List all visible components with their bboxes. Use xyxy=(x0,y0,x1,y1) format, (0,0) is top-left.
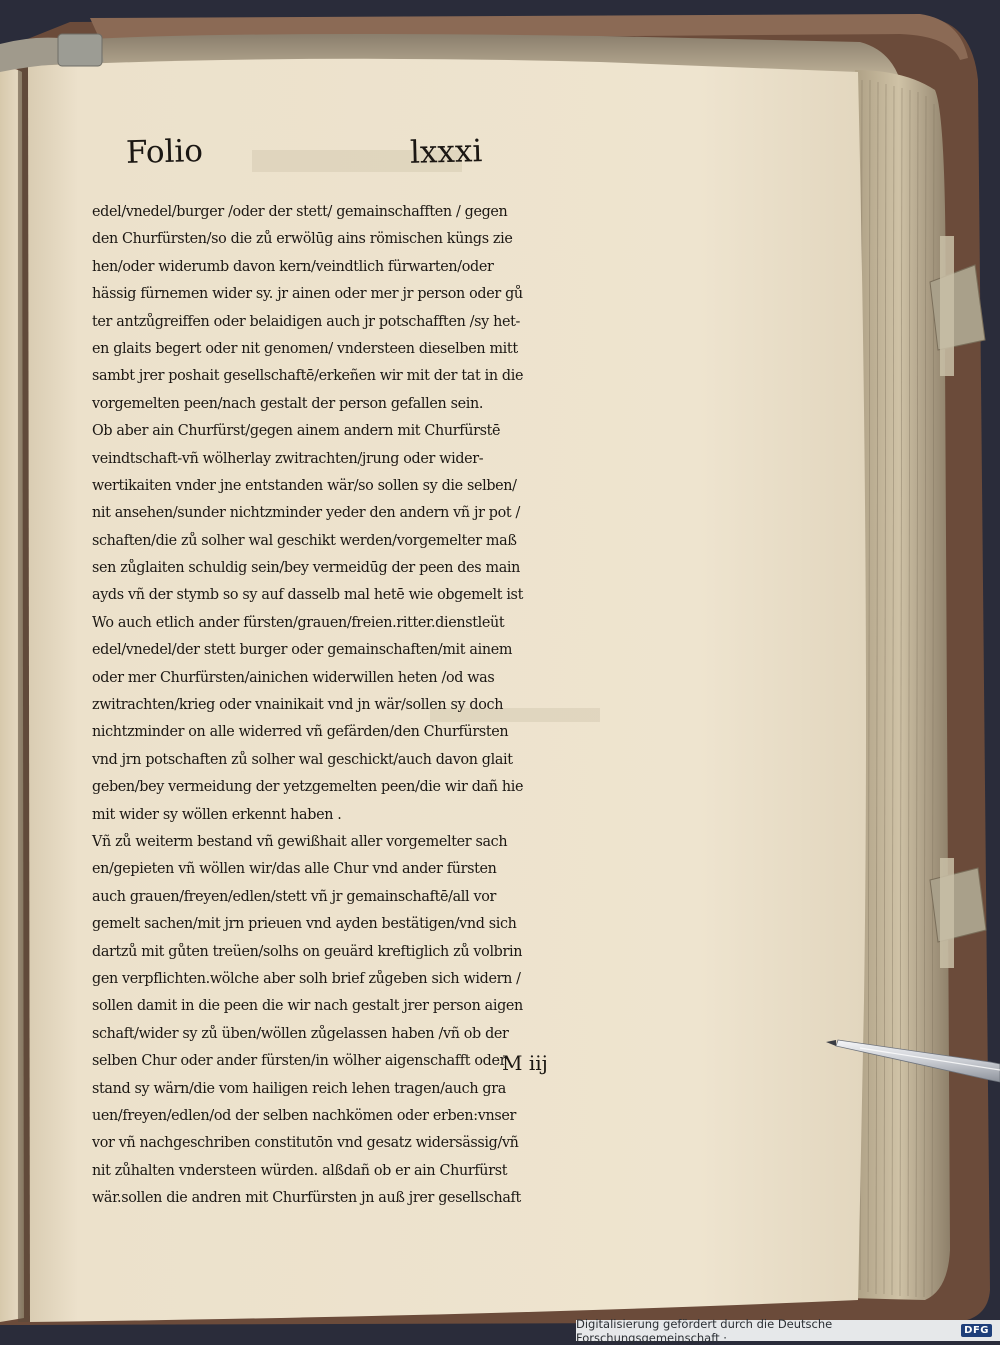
text-line: selben Chur oder ander fürsten/in wölher aigenschafft oder xyxy=(92,1052,507,1070)
page-header-folio: Folio xyxy=(125,133,204,171)
text-line: wär.sollen die andren mit Churfürsten jn auß jrer gesellschaft xyxy=(92,1189,521,1207)
gutter-shadow xyxy=(18,60,30,1322)
text-line: nit ansehen/sunder nichtzminder yeder den andern vñ jr pot / xyxy=(92,504,520,522)
text-line: stand sy wärn/die vom hailigen reich lehen tragen/auch gra xyxy=(92,1079,506,1097)
text-line: nichtzminder on alle widerred vñ gefärden/den Churfürsten xyxy=(92,723,509,741)
text-line: vorgemelten peen/nach gestalt der person gefallen sein. xyxy=(92,394,484,412)
text-line: den Churfürsten/so die zů erwölūg ains römischen küngs zie xyxy=(92,230,513,248)
text-line: sollen damit in die peen die wir nach gestalt jrer person aigen xyxy=(92,997,523,1015)
text-line: sen zůglaiten schuldig sein/bey vermeidūg der peen des main xyxy=(92,559,521,577)
text-line: ter antzůgreiffen oder belaidigen auch jr potschafften /sy het- xyxy=(92,312,521,330)
text-line: veindtschaft-vñ wölherlay zwitrachten/jrung oder wider- xyxy=(92,449,484,467)
signature-mark: M iij xyxy=(502,1051,548,1075)
text-line: hen/oder widerumb davon kern/veindtlich fürwarten/oder xyxy=(92,257,494,275)
text-line: Vñ zů weiterm bestand vñ gewißhait aller vorgemelter sach xyxy=(92,832,508,850)
text-line: nit zůhalten vndersteen würden. alßdañ ob er ain Churfürst xyxy=(92,1161,508,1179)
text-line: vnd jrn potschaften zů solher wal geschickt/auch davon glait xyxy=(92,750,513,768)
text-line: edel/vnedel/burger /oder der stett/ gemainschafften / gegen xyxy=(92,203,508,220)
footer-banner xyxy=(576,1316,1000,1345)
text-line: Ob aber ain Churfürst/gegen ainem andern mit Churfürstē xyxy=(92,422,501,440)
text-line: sambt jrer poshait gesellschaftē/erkeñen wir mit der tat in die xyxy=(92,367,524,385)
text-line: zwitrachten/krieg oder vnainikait vnd jn wär/sollen sy doch xyxy=(92,696,504,714)
bookmark-tab-upper-fold xyxy=(940,236,954,376)
bookmark-tab-lower xyxy=(930,868,986,942)
text-line: schaften/die zů solher wal geschikt werden/vorgemelter maß xyxy=(92,531,517,549)
clasp-metal xyxy=(58,34,102,66)
text-line: hässig fürnemen wider sy. jr ainen oder mer jr person oder gů xyxy=(92,285,523,303)
dfg-logo: DFG xyxy=(961,1324,992,1337)
text-line: gen verpflichten.wölche aber solh brief zůgeben sich widern / xyxy=(92,969,521,987)
text-line: Wo auch etlich ander fürsten/grauen/freien.ritter.dienstleüt xyxy=(92,613,505,631)
footer-text: Digitalisierung gefördert durch die Deutsche Forschungsgemeinschaft · xyxy=(576,1316,833,1345)
text-line: dartzů mit gůten treüen/solhs on geuärd kreftiglich zů volbrin xyxy=(92,942,523,960)
text-line: en/gepieten vñ wöllen wir/das alle Chur vnd ander fürsten xyxy=(92,860,497,878)
text-line: uen/freyen/edlen/od der selben nachkömen oder erben:vnser xyxy=(92,1106,517,1124)
text-line: mit wider sy wöllen erkennt haben . xyxy=(92,805,342,823)
bookmark-tab-lower-fold xyxy=(940,858,954,968)
text-line: geben/bey vermeidung der yetzgemelten peen/die wir dañ hie xyxy=(92,778,524,796)
text-line: wertikaiten vnder jne entstanden wär/so sollen sy die selben/ xyxy=(92,476,517,494)
text-line: en glaits begert oder nit genomen/ vndersteen dieselben mitt xyxy=(92,339,518,357)
text-line: edel/vnedel/der stett burger oder gemainschaften/mit ainem xyxy=(92,641,513,659)
text-line: ayds vñ der stymb so sy auf dasselb mal hetē wie obgemelt ist xyxy=(92,586,523,604)
text-line: schaft/wider sy zů üben/wöllen zůgelassen haben /vñ ob der xyxy=(92,1024,509,1042)
text-line: gemelt sachen/mit jrn prieuen vnd ayden bestätigen/vnd sich xyxy=(92,915,517,933)
text-line: auch grauen/freyen/edlen/stett vñ jr gemainschaftē/all vor xyxy=(92,887,497,905)
page-header-number: lxxxi xyxy=(409,133,483,171)
text-line: vor vñ nachgeschriben constitutōn vnd gesatz widersässig/vñ xyxy=(92,1134,519,1152)
text-line: oder mer Churfürsten/ainichen widerwillen heten /od was xyxy=(92,668,495,686)
